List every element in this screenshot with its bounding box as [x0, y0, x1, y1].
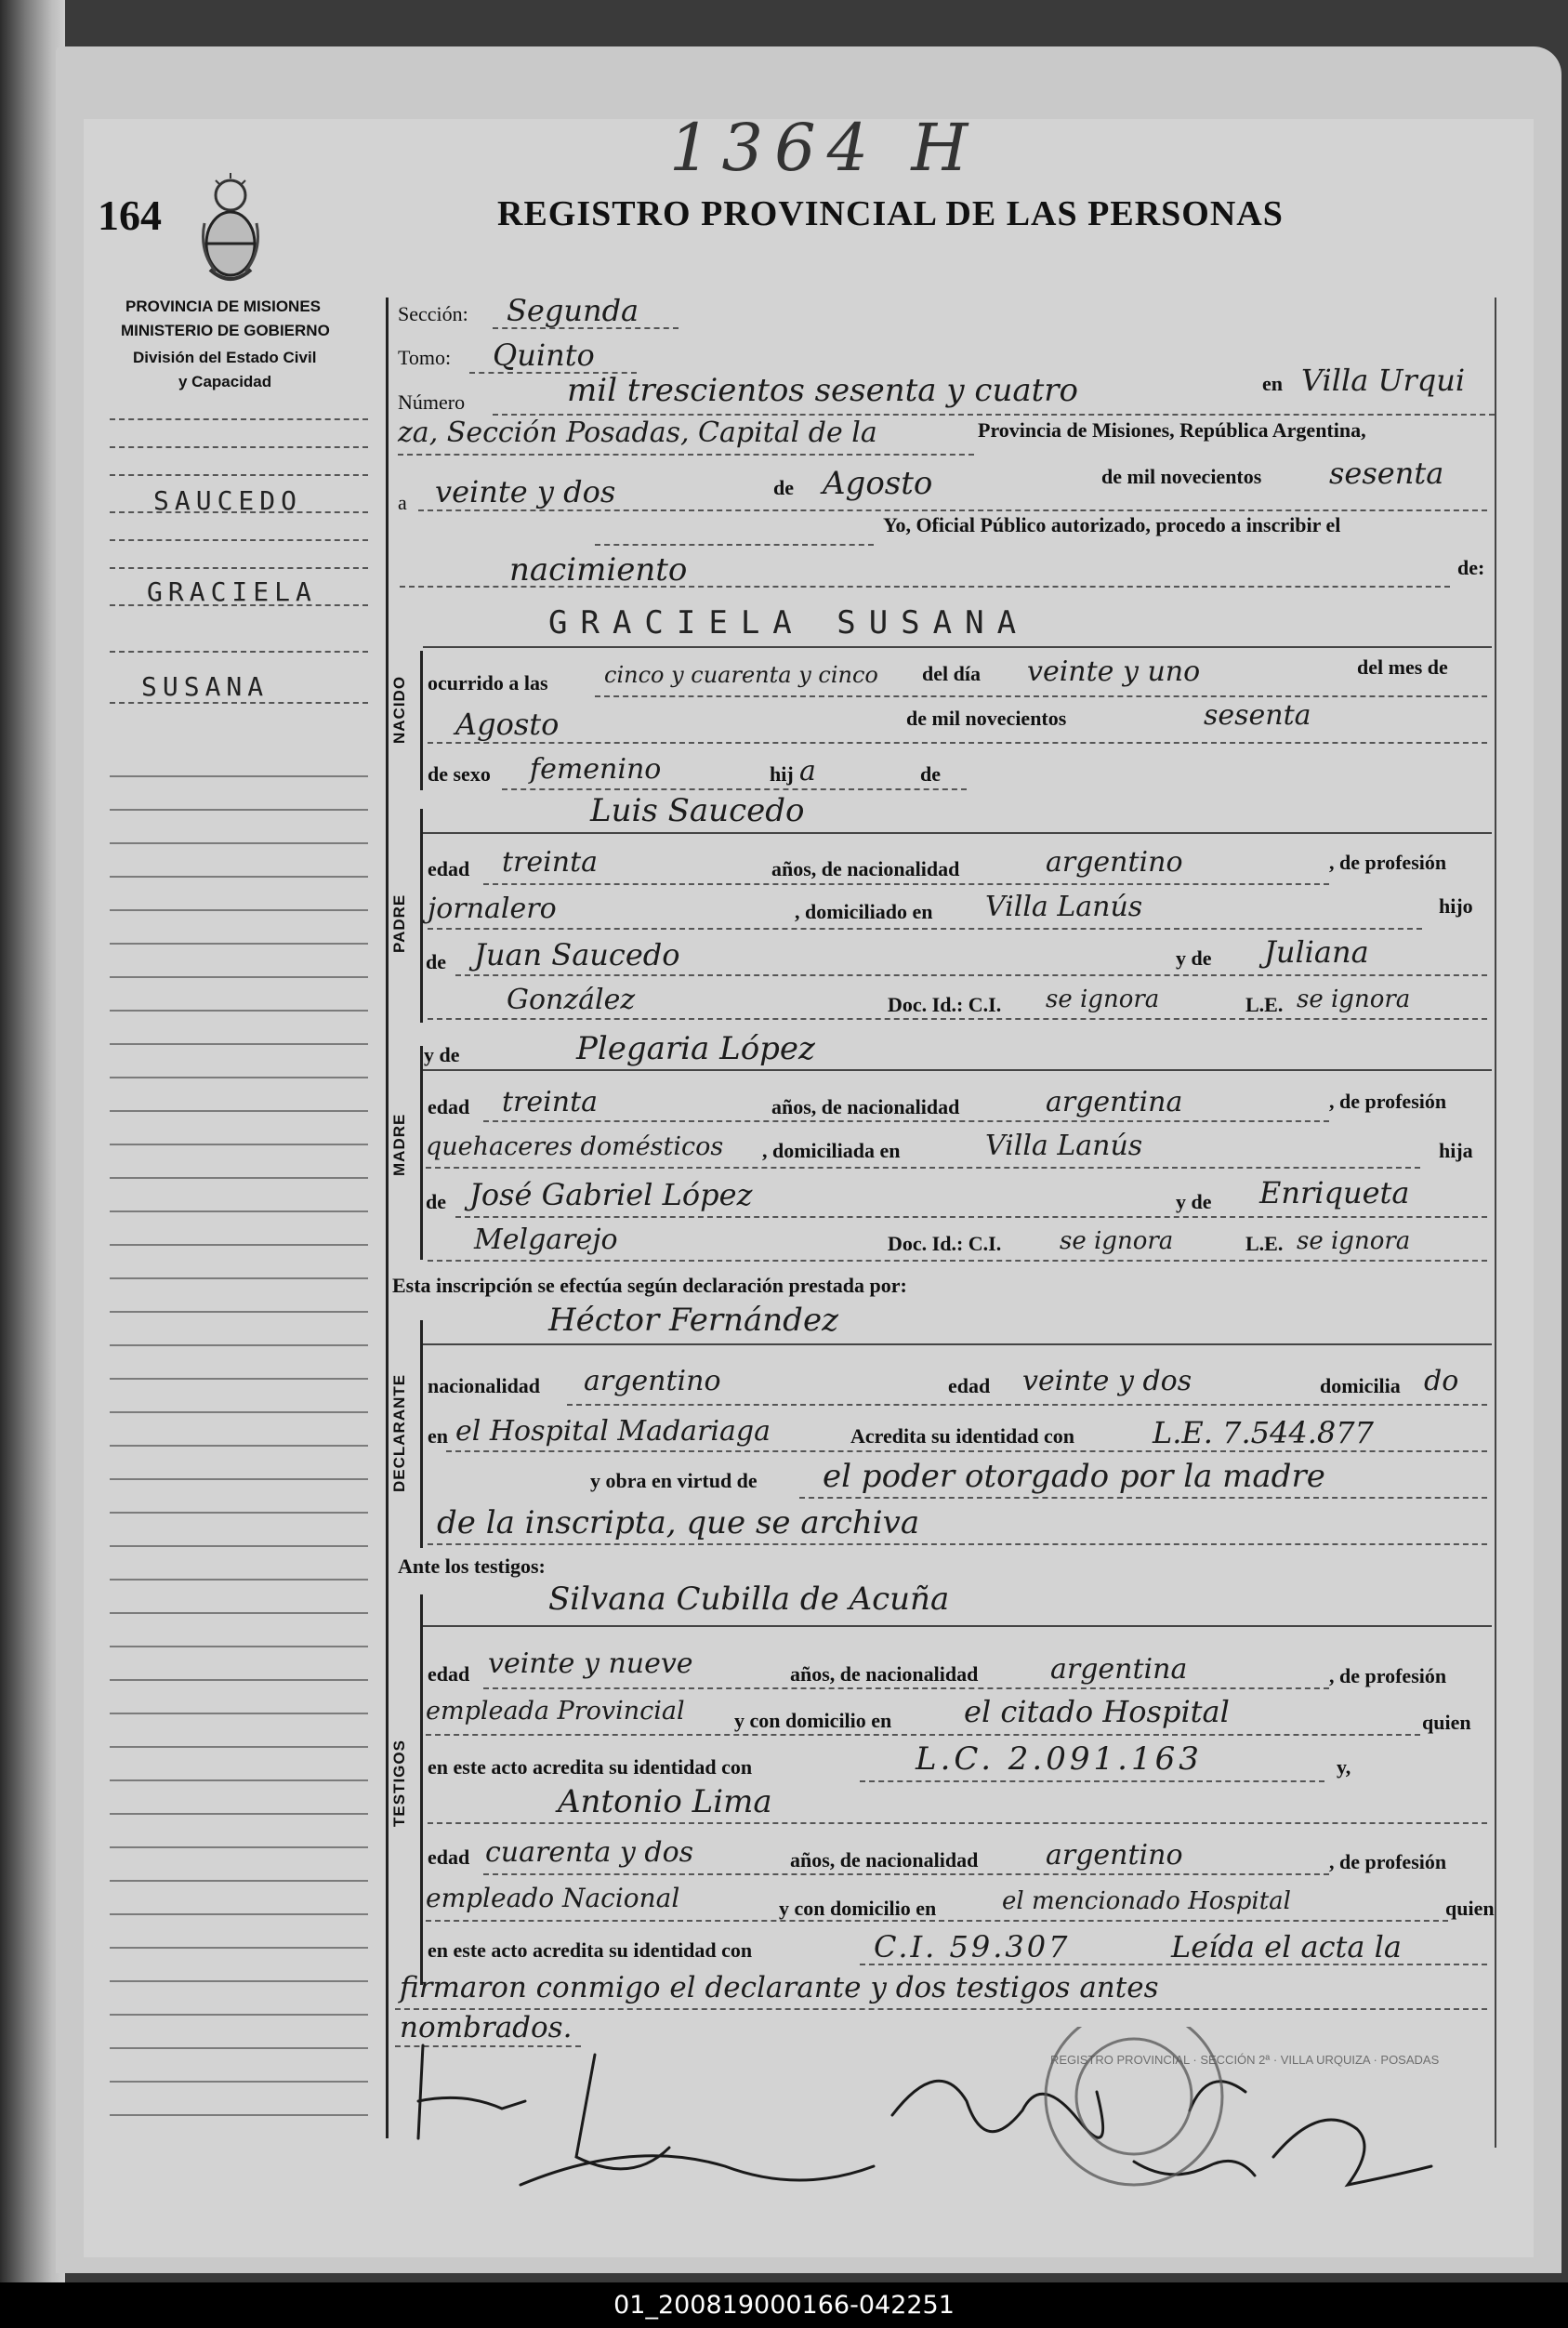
declarante-name: Héctor Fernández: [548, 1302, 838, 1339]
sidebar-ruled-lines: [110, 744, 368, 2120]
padre-nac-value: argentino: [1046, 846, 1183, 879]
padre-de-label: de: [426, 950, 446, 973]
acto-value: nacimiento: [509, 551, 688, 589]
padre-yde-label: y de: [1176, 946, 1212, 970]
mil-novecientos-label: de mil novecientos: [1101, 465, 1262, 488]
hij-suffix: a: [799, 755, 816, 787]
obra-label: y obra en virtud de: [590, 1469, 758, 1492]
padre-madre-value-2: González: [507, 984, 636, 1016]
page-number: 164: [98, 192, 162, 239]
madre-side-label: MADRE: [390, 1113, 408, 1176]
inscripcion-label: Esta inscripción se efectúa según declaración prestada por:: [392, 1274, 907, 1297]
padre-anos-label: años, de nacionalidad: [771, 857, 960, 880]
lugar-value-1: Villa Urqui: [1301, 363, 1466, 398]
hij-label: hij: [770, 762, 794, 786]
t2-edad-value: cuarenta y dos: [485, 1836, 694, 1869]
t1-edad-value: veinte y nueve: [488, 1647, 693, 1680]
signatures: [390, 2027, 1487, 2231]
t2-edad-label: edad: [428, 1845, 470, 1869]
padre-dom-label: , domiciliado en: [795, 900, 933, 923]
t1-dom-value: el citado Hospital: [964, 1694, 1230, 1729]
t2-nac-value: argentino: [1046, 1839, 1183, 1872]
padre-le-label: L.E.: [1245, 993, 1284, 1016]
padre-prof-value: jornalero: [428, 893, 557, 925]
t1-nac-value: argentina: [1050, 1653, 1188, 1686]
hora-value: cinco y cuarenta y cinco: [604, 662, 878, 688]
sidebar-first-name: GRACIELA: [147, 576, 317, 607]
nombre-value: GRACIELA SUSANA: [548, 604, 1030, 642]
madre-madre-value-1: Enriqueta: [1259, 1175, 1410, 1210]
decl-obra-2: de la inscripta, que se archiva: [437, 1504, 920, 1541]
t2-prof-label: , de profesión: [1329, 1850, 1447, 1873]
t2-doc-value: C.I. 59.307: [874, 1929, 1071, 1964]
madre-padre-value: José Gabriel López: [469, 1177, 753, 1212]
madre-yde-label: y de: [424, 1043, 460, 1066]
t1-dom-label: y con domicilio en: [734, 1709, 892, 1732]
madre-ci-value: se ignora: [1060, 1227, 1174, 1255]
mes-nac-value: Agosto: [455, 707, 560, 742]
testigo2-name: Antonio Lima: [558, 1783, 772, 1820]
madre-edad-value: treinta: [502, 1086, 599, 1118]
t1-prof-value: empleada Provincial: [426, 1697, 685, 1726]
declarante-side-label: DECLARANTE: [390, 1373, 408, 1492]
del-mes-label: del mes de: [1357, 655, 1448, 679]
padre-side-label: PADRE: [390, 893, 408, 953]
de-label-2: de: [920, 762, 941, 786]
t2-quien-label: quien: [1445, 1897, 1495, 1920]
page-title: REGISTRO PROVINCIAL DE LAS PERSONAS: [497, 194, 1284, 233]
yo-label: Yo, Oficial Público autorizado, procedo a inscribir el: [883, 513, 1341, 536]
lugar-value-2: za, Sección Posadas, Capital de la: [398, 417, 877, 449]
a-label: a: [398, 491, 407, 514]
dia-nac-value: veinte y uno: [1027, 655, 1201, 688]
padre-ci-value: se ignora: [1046, 985, 1160, 1013]
sexo-value: femenino: [530, 753, 662, 786]
official-stamp-text: REGISTRO PROVINCIAL · SECCIÓN 2ª · VILLA URQUIZA · POSADAS: [1050, 2053, 1440, 2067]
padre-edad-label: edad: [428, 857, 470, 880]
ministry-label: MINISTERIO DE GOBIERNO: [121, 322, 330, 339]
madre-prof-label: , de profesión: [1329, 1090, 1447, 1113]
column-divider: [386, 298, 389, 2138]
ano-value: sesenta: [1329, 456, 1444, 491]
madre-anos-label: años, de nacionalidad: [771, 1095, 960, 1118]
division-label: División del Estado Civil: [133, 349, 317, 366]
t2-dom-value: el mencionado Hospital: [1002, 1887, 1291, 1915]
hijo-label: hijo: [1439, 894, 1473, 918]
cierre-line-1: Leída el acta la: [1171, 1929, 1402, 1964]
de-colon-label: de:: [1457, 556, 1485, 579]
en-label: en: [1262, 372, 1283, 395]
madre-dom-value: Villa Lanús: [985, 1130, 1143, 1162]
t2-anos-label: años, de nacionalidad: [790, 1848, 979, 1872]
madre-dom-label: , domiciliada en: [762, 1139, 901, 1162]
numero-label: Número: [398, 390, 466, 414]
numero-value: mil trescientos sesenta y cuatro: [567, 372, 1078, 409]
padre-edad-value: treinta: [502, 846, 599, 879]
decl-edad-value: veinte y dos: [1022, 1365, 1192, 1397]
t1-anos-label: años, de nacionalidad: [790, 1662, 979, 1686]
seccion-value: Segunda: [507, 293, 639, 328]
madre-de-label: de: [426, 1190, 446, 1213]
division-label-2: y Capacidad: [178, 373, 272, 390]
handwritten-record-number: 1364 H: [669, 110, 980, 186]
padre-padre-value: Juan Saucedo: [474, 937, 680, 972]
testigos-side-label: TESTIGOS: [390, 1739, 408, 1827]
t2-acredita-label: en este acto acredita su identidad con: [428, 1938, 753, 1962]
t2-dom-label: y con domicilio en: [779, 1897, 937, 1920]
hija-label: hija: [1439, 1139, 1473, 1162]
decl-nac-value: argentino: [584, 1365, 721, 1397]
image-id-footer: 01_200819000166-042251: [0, 2282, 1568, 2328]
padre-prof-label: , de profesión: [1329, 851, 1447, 874]
padre-dom-value: Villa Lanús: [985, 891, 1143, 923]
t1-doc-value: L.C. 2.091.163: [916, 1740, 1203, 1778]
decl-dom-value: el Hospital Madariaga: [455, 1415, 771, 1448]
decl-obra-1: el poder otorgado por la madre: [823, 1458, 1325, 1495]
de-mil-label: de mil novecientos: [906, 707, 1067, 730]
nacido-side-label: NACIDO: [390, 675, 408, 744]
padre-le-value: se ignora: [1297, 985, 1411, 1013]
right-margin-line: [1495, 298, 1496, 2148]
sexo-label: de sexo: [428, 762, 491, 786]
decl-en-label: en: [428, 1424, 448, 1448]
tomo-value: Quinto: [493, 337, 595, 373]
provincia-label: Provincia de Misiones, República Argentina,: [978, 418, 1366, 442]
t1-y-label: y,: [1337, 1755, 1351, 1779]
de-label: de: [773, 476, 794, 499]
t1-prof-label: , de profesión: [1329, 1664, 1447, 1687]
madre-le-value: se ignora: [1297, 1227, 1411, 1255]
ocurrido-label: ocurrido a las: [428, 671, 548, 694]
decl-edad-label: edad: [948, 1374, 991, 1397]
decl-nac-label: nacionalidad: [428, 1374, 541, 1397]
t1-quien-label: quien: [1422, 1711, 1471, 1734]
madre-nac-value: argentina: [1046, 1086, 1183, 1118]
madre-madre-value-2: Melgarejo: [474, 1224, 618, 1256]
padre-doc-label: Doc. Id.: C.I.: [888, 993, 1002, 1016]
cierre-line-2: firmaron conmigo el declarante y dos testigos antes: [400, 1971, 1159, 2004]
dia-value: veinte y dos: [435, 474, 616, 509]
sidebar-middle-name: SUSANA: [141, 671, 270, 702]
sidebar-surname: SAUCEDO: [153, 485, 303, 516]
madre-doc-label: Doc. Id.: C.I.: [888, 1232, 1002, 1255]
coat-of-arms-icon: [197, 167, 264, 288]
padre-name: Luis Saucedo: [590, 792, 805, 829]
madre-le-label: L.E.: [1245, 1232, 1284, 1255]
t1-edad-label: edad: [428, 1662, 470, 1686]
testigo1-name: Silvana Cubilla de Acuña: [548, 1581, 950, 1618]
decl-dom-suffix: do: [1424, 1365, 1459, 1397]
tomo-label: Tomo:: [398, 346, 452, 369]
province-label: PROVINCIA DE MISIONES: [125, 298, 322, 315]
t1-acredita-label: en este acto acredita su identidad con: [428, 1755, 753, 1779]
ante-label: Ante los testigos:: [398, 1554, 546, 1578]
decl-domicilia-label: domicilia: [1320, 1374, 1401, 1397]
decl-doc-value: L.E. 7.544.877: [1153, 1415, 1374, 1450]
acredita-label: Acredita su identidad con: [850, 1424, 1075, 1448]
ano-nac-value: sesenta: [1204, 699, 1311, 732]
madre-edad-label: edad: [428, 1095, 470, 1118]
mes-value: Agosto: [823, 465, 933, 502]
t2-prof-value: empleado Nacional: [426, 1883, 680, 1913]
cierre-line-3: nombrados.: [400, 2011, 573, 2044]
madre-prof-value: quehaceres domésticos: [426, 1132, 724, 1161]
padre-madre-value-1: Juliana: [1264, 934, 1369, 970]
madre-name: Plegaria López: [576, 1030, 815, 1067]
del-dia-label: del día: [922, 662, 981, 685]
seccion-label: Sección:: [398, 302, 468, 325]
madre-yde-label-2: y de: [1176, 1190, 1212, 1213]
